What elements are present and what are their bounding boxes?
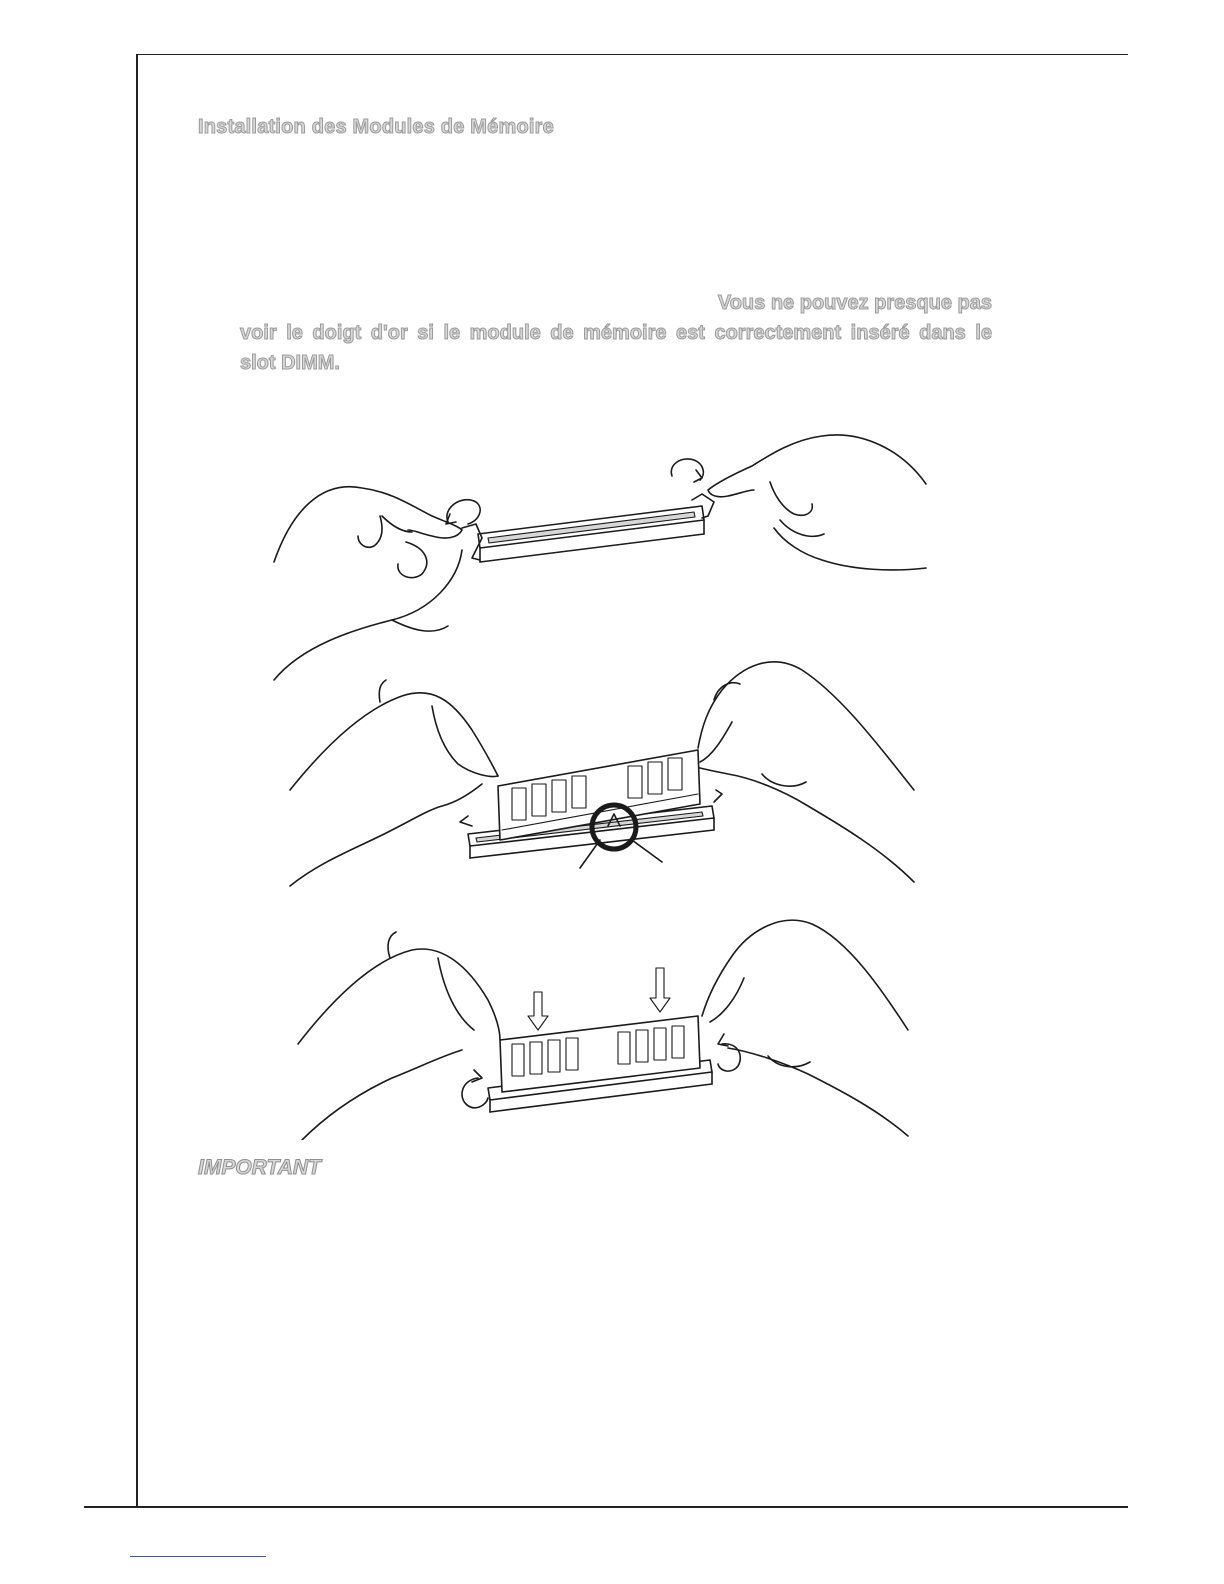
section-title: Installation des Modules de Mémoire [198, 116, 554, 138]
page-frame-left-rule [136, 54, 138, 1508]
panel-module-locked [298, 920, 908, 1140]
memory-installation-illustration [262, 430, 942, 1140]
step-line-2: voir le doigt d'or si le module de mémoire est correctement inséré dans le [240, 322, 992, 344]
step-line-1: Vous ne pouvez presque pas [717, 292, 992, 314]
footer-link-underline[interactable] [130, 1556, 266, 1557]
panel-insert-module [290, 662, 914, 886]
page-frame-top-rule [136, 54, 1128, 55]
step-line-3: slot DIMM. [240, 352, 340, 374]
step-instruction [240, 288, 992, 378]
important-heading: IMPORTANT [198, 1156, 321, 1179]
page-frame-bottom-rule [84, 1506, 1128, 1508]
panel-open-clips [274, 435, 926, 680]
